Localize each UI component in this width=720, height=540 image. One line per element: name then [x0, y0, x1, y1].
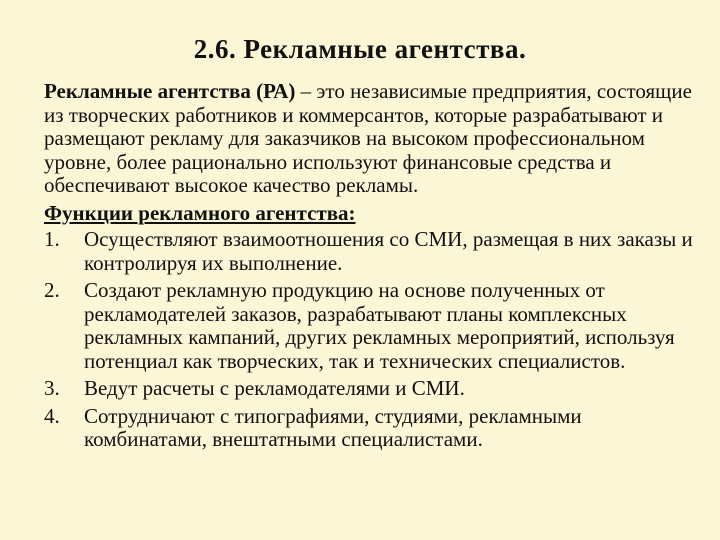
- list-item-number: 1.: [44, 227, 60, 251]
- list-item-text: Осуществляют взаимоотношения со СМИ, размещая в них заказы и контролируя их выполнение.: [84, 227, 693, 275]
- definition-text: – это независимые предприятия, состоящие из творческих работников и коммерсантов, которые разрабатывают и размещают рекламу для заказчиков на высоком профессиональном уровне, более рационально используют финансовые средства и обеспечивают высокое качество рекламы.: [44, 79, 692, 197]
- list-item-number: 4.: [44, 403, 60, 428]
- list-item: [44, 228, 694, 275]
- list-item-text: Создают рекламную продукцию на основе полученных от рекламодателей заказов, разрабатывают планы комплексных рекламных кампаний, других рекламных мероприятий, используя потенциал как творческих, так и технических специалистов.: [84, 278, 675, 373]
- functions-list: [44, 228, 694, 452]
- list-item-text: Ведут расчеты с рекламодателями и СМИ.: [84, 376, 465, 400]
- definition-term: Рекламные агентства (РА): [44, 79, 296, 103]
- list-item-number: 2.: [44, 278, 60, 302]
- functions-heading: Функции рекламного агентства:: [44, 200, 356, 225]
- slide-title: 2.6. Рекламные агентства.: [193, 34, 527, 64]
- list-item: [44, 377, 694, 401]
- slide-content: [44, 80, 694, 456]
- list-item: [44, 405, 694, 452]
- list-item-number: 3.: [44, 376, 60, 400]
- definition-paragraph: [44, 80, 694, 198]
- list-item: [44, 279, 694, 373]
- list-item-text: Сотрудничают с типографиями, студиями, рекламными комбинатами, внештатными специалистами.: [84, 403, 582, 451]
